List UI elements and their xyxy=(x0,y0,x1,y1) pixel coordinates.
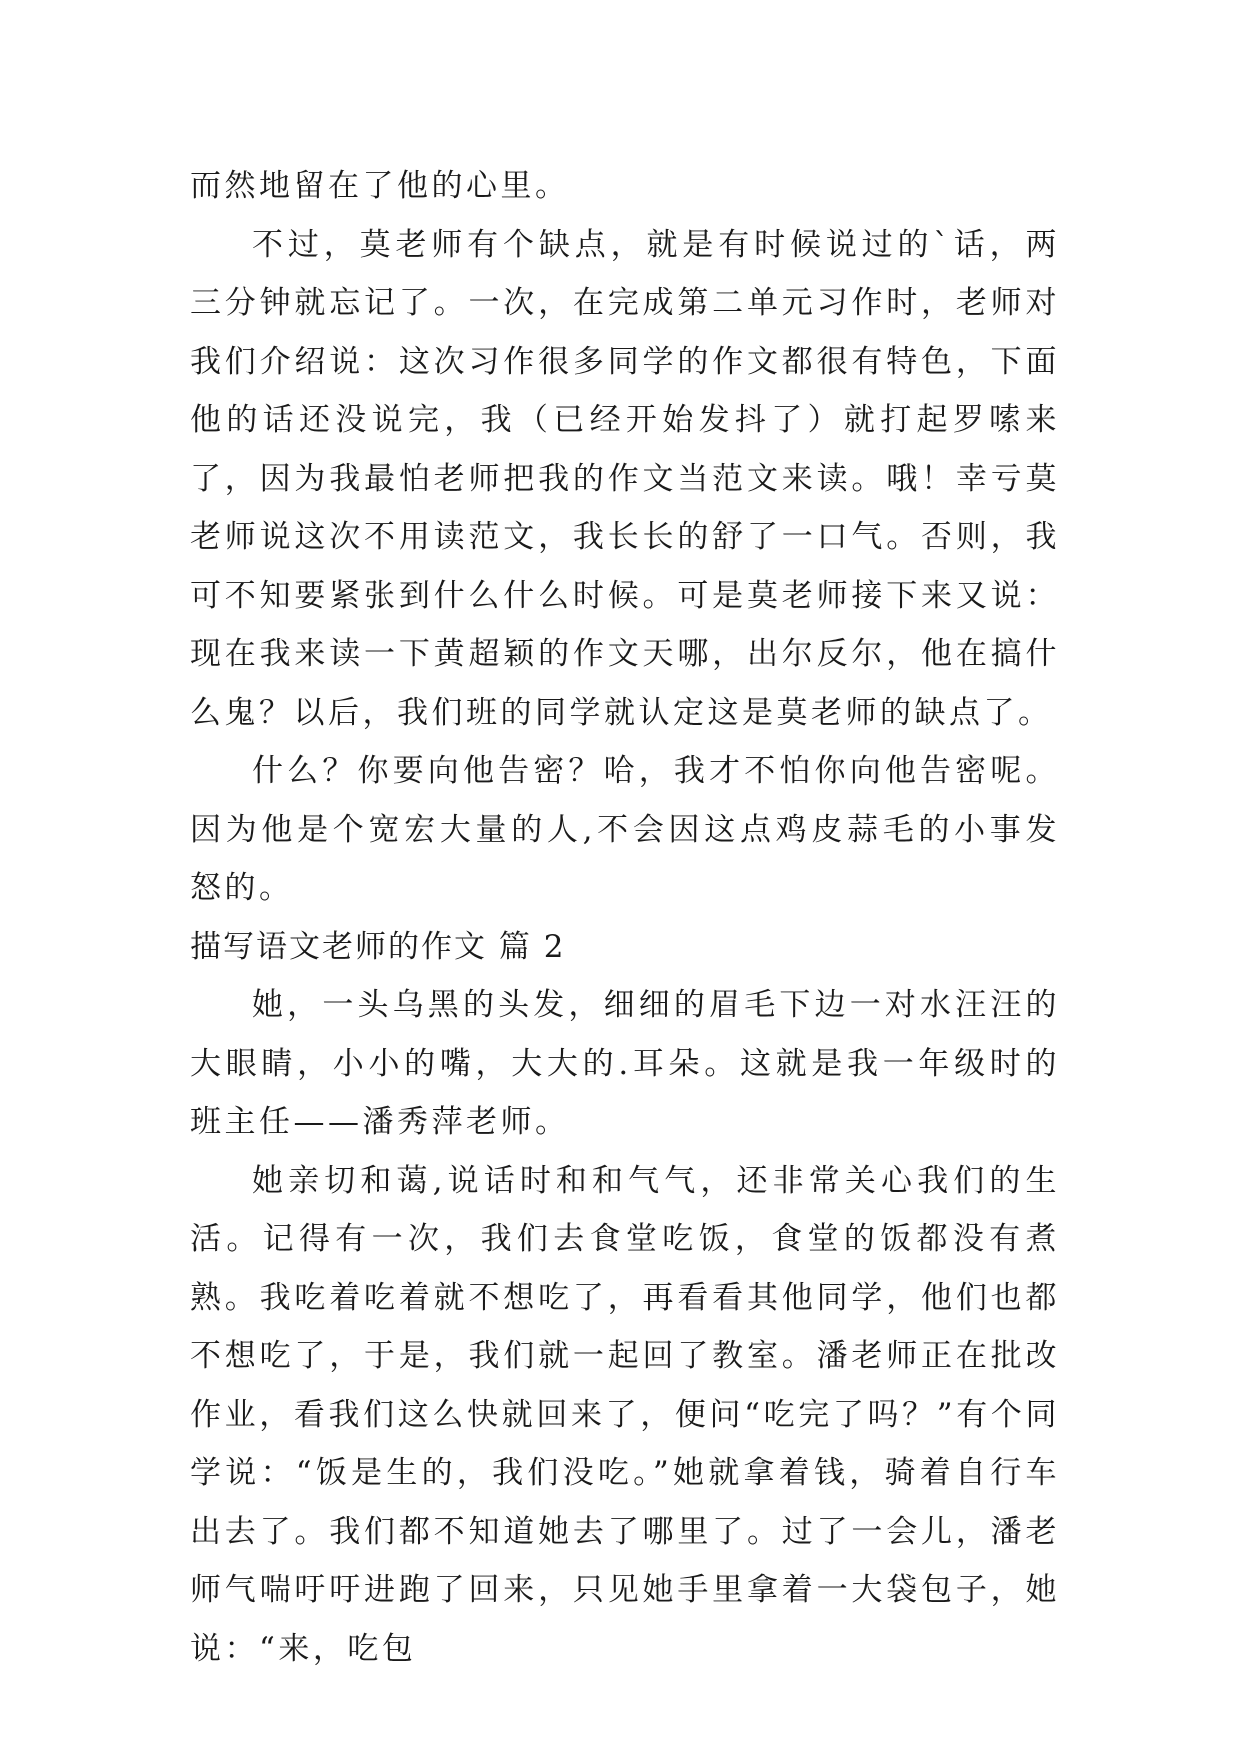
essay-heading: 描写语文老师的作文 篇 2 xyxy=(190,928,566,965)
paragraph-teacher-description: 她，一头乌黑的头发，细细的眉毛下边一对水汪汪的大眼睛，小小的嘴，大大的.耳朵。这就是我一年级时的班主任——潘秀萍老师。 xyxy=(190,987,1060,1140)
document-body xyxy=(190,157,1060,1678)
paragraph-teacher-flaw: 不过，莫老师有个缺点，就是有时候说过的`话，两三分钟就忘记了。一次，在完成第二单元习作时，老师对我们介绍说：这次习作很多同学的作文都很有特色，下面他的话还没说完，我（已经开始发抖了）就打起罗嗦来了，因为我最怕老师把我的作文当范文来读。哦！幸亏莫老师说这次不用读范文，我长长的舒了一口气。否则，我可不知要紧张到什么什么时候。可是莫老师接下来又说：现在我来读一下黄超颖的作文天哪，出尔反尔，他在搞什么鬼？以后，我们班的同学就认定这是莫老师的缺点了。 xyxy=(190,226,1060,731)
paragraph-teacher-care: 她亲切和蔼,说话时和和气气，还非常关心我们的生活。记得有一次，我们去食堂吃饭，食堂的饭都没有煮熟。我吃着吃着就不想吃了，再看看其他同学，他们也都不想吃了，于是，我们就一起回了教室。潘老师正在批改作业，看我们这么快就回来了，便问“吃完了吗？”有个同学说：“饭是生的，我们没吃。”她就拿着钱，骑着自行车出去了。我们都不知道她去了哪里了。过了一会儿，潘老师气喘吁吁进跑了回来，只见她手里拿着一大袋包子，她说：“来，吃包 xyxy=(190,1162,1060,1667)
paragraph-continuation: 而然地留在了他的心里。 xyxy=(190,168,570,204)
paragraph-teacher-generous: 什么？你要向他告密？哈，我才不怕你向他告密呢。因为他是个宽宏大量的人,不会因这点鸡皮蒜毛的小事发怒的。 xyxy=(190,753,1060,906)
